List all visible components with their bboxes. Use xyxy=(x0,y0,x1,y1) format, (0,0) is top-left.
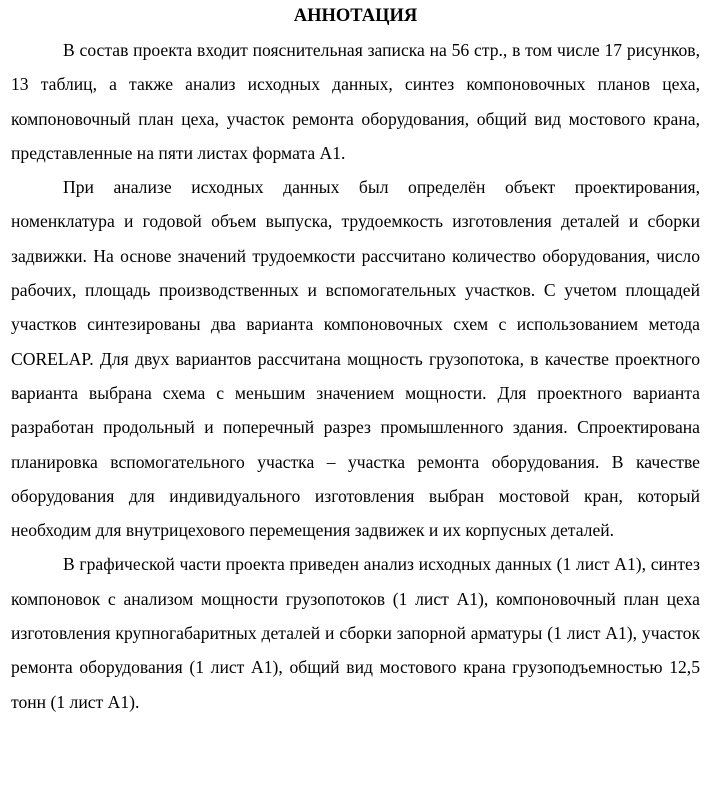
paragraph-graphic-part: В графической части проекта приведен анализ исходных данных (1 лист А1), синтез компоновок с анализом мощности грузопотоков (1 лист А1), компоновочный план цеха изготовления крупногабаритных деталей и сборки запорной арматуры (1 лист А1), участок ремонта оборудования (1 лист А1), общий вид мостового крана грузоподъемностью 12,5 тонн (1 лист А1). xyxy=(11,554,700,712)
document-title: АННОТАЦИЯ xyxy=(293,6,418,26)
paragraph-analysis: При анализе исходных данных был определён объект проектирования, номенклатура и годовой объем выпуска, трудоемкость изготовления деталей и сборки задвижки. На основе значений трудоемкости рассчитано количество оборудования, число рабочих, площадь производственных и вспомогательных участков. С учетом площадей участков синтезированы два варианта компоновочных схем с использованием метода CORELAP. Для двух вариантов рассчитана мощность грузопотока, в качестве проектного варианта выбрана схема с меньшим значением мощности. Для проектного варианта разработан продольный и поперечный разрез промышленного здания. Спроектирована планировка вспомогательного участка – участка ремонта оборудования. В качестве оборудования для индивидуального изготовления выбран мостовой кран, который необходим для внутрицехового перемещения задвижек и их корпусных деталей. xyxy=(11,177,700,541)
paragraph-project-composition: В состав проекта входит пояснительная записка на 56 стр., в том числе 17 рисунков, 13 таблиц, а также анализ исходных данных, синтез компоновочных планов цеха, компоновочный план цеха, участок ремонта оборудования, общий вид мостового крана, представленные на пяти листах формата А1. xyxy=(11,40,700,163)
document-page xyxy=(11,5,700,719)
